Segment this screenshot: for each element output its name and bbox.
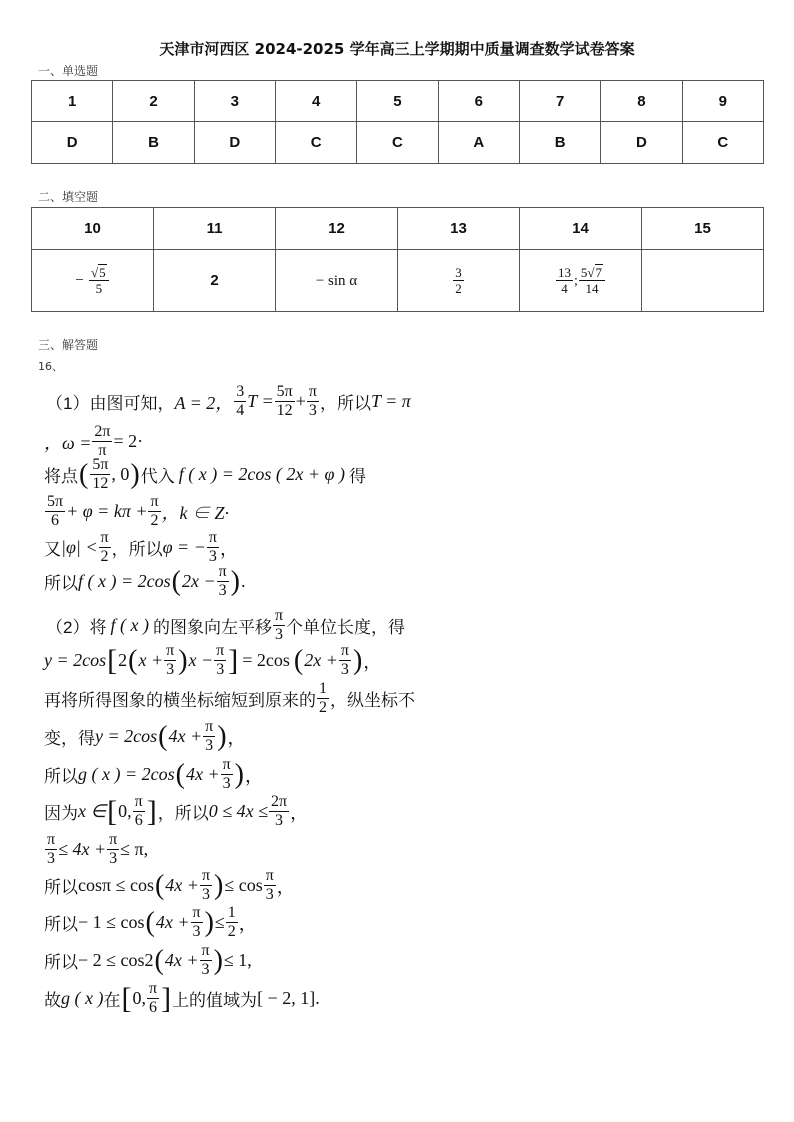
table-row [32, 122, 764, 164]
paren: ) [217, 720, 227, 752]
math: − 1 ≤ cos [78, 912, 145, 932]
coefficient: 5 [580, 265, 588, 280]
solution-line [44, 681, 415, 716]
text: 所以 [44, 878, 78, 897]
fill-blank-answer-table [31, 207, 764, 312]
text: （2）将 [46, 618, 107, 637]
math: = 2· [113, 431, 144, 451]
fraction [99, 530, 111, 565]
numerator: 2π [94, 423, 111, 440]
numerator: 5π [47, 493, 64, 510]
fraction [89, 266, 109, 295]
solution-line [44, 719, 246, 754]
fraction [234, 384, 246, 419]
math: + φ = kπ + [66, 501, 148, 521]
denominator: 3 [216, 661, 225, 678]
answer-cell-13 [398, 250, 520, 312]
denominator: π [98, 442, 107, 459]
numerator: π [274, 607, 284, 624]
paren: ( [175, 758, 185, 790]
denominator: 3 [205, 737, 214, 754]
numerator: π [166, 642, 175, 659]
denominator: 3 [222, 775, 231, 792]
denominator: 3 [109, 850, 118, 867]
math: ，k ∈ Z· [161, 502, 230, 523]
math: ， [363, 651, 382, 672]
denominator: 4 [236, 402, 245, 419]
numerator: √5 [89, 266, 109, 281]
denominator: 3 [47, 850, 56, 867]
answer-cell-14 [520, 250, 642, 312]
solution-line [44, 868, 295, 903]
numerator: 3 [455, 265, 462, 280]
numerator: π [216, 642, 225, 659]
math: f ( x ) = 2cos [78, 571, 171, 591]
numerator: π [218, 563, 227, 580]
question-number: 15 [642, 208, 764, 250]
fraction [226, 905, 238, 940]
math: 0, [132, 988, 146, 1008]
fraction [273, 608, 285, 643]
solution-line [44, 981, 320, 1016]
denominator: 2 [100, 548, 109, 565]
denominator: 2 [455, 281, 462, 296]
fraction [200, 943, 212, 978]
text: 再将所得图象的横坐标缩短到原来的 [44, 691, 316, 710]
question-number: 2 [113, 81, 194, 122]
math: 4x + [155, 912, 190, 932]
math: 2x + [304, 650, 338, 670]
text: 上的值域为 [172, 991, 258, 1010]
numerator: π [265, 867, 274, 884]
paren: ) [352, 644, 363, 676]
paren: ( [158, 720, 168, 752]
fraction [45, 832, 57, 867]
solution-line [44, 643, 381, 678]
math: . [241, 571, 246, 591]
fraction [214, 643, 226, 678]
math: 4x + [168, 726, 203, 746]
section-solution-label: 三、解答题 [38, 338, 99, 352]
answer-cell: C [357, 122, 438, 164]
fraction [317, 681, 329, 716]
text: 在 [103, 991, 121, 1010]
fraction [92, 424, 112, 459]
math: |φ| < [61, 537, 98, 557]
text: 所以 [44, 953, 78, 972]
math: ≤ cos [224, 875, 263, 895]
text: 得 [348, 467, 366, 486]
math: 4x + [164, 950, 199, 970]
math: ≤ 4x + [58, 839, 107, 859]
question-number: 3 [194, 81, 275, 122]
section-single-choice-label: 一、单选题 [38, 64, 99, 78]
math: g ( x ) = 2cos [78, 764, 175, 784]
math: ，ω = [44, 432, 92, 453]
numerator: π [205, 718, 214, 735]
math: 2x − [181, 571, 216, 591]
math: A = 2， [174, 392, 234, 413]
text: 所以 [44, 767, 78, 786]
math: = 2cos [242, 650, 290, 670]
fraction [453, 266, 464, 295]
denominator: 3 [166, 661, 175, 678]
math: [ − 2, 1]. [257, 988, 320, 1008]
denominator: 3 [265, 886, 274, 903]
denominator: 14 [585, 281, 599, 296]
numerator: π [208, 529, 217, 546]
math: , 0 [111, 464, 130, 484]
question-number: 5 [357, 81, 438, 122]
question-number: 4 [275, 81, 356, 122]
paren: ( [154, 944, 164, 976]
paren: ( [154, 869, 165, 901]
single-choice-answer-table [31, 80, 764, 164]
text: 变，得 [44, 729, 95, 748]
numerator: π [148, 980, 158, 997]
answer-cell-10 [32, 250, 154, 312]
table-row [32, 250, 764, 312]
paren: ( [293, 644, 304, 676]
math: x ∈ [78, 801, 107, 821]
denominator: 3 [192, 923, 201, 940]
math: − 2 ≤ cos2 [78, 950, 154, 970]
solution-line [44, 757, 263, 792]
denominator: 2 [150, 512, 159, 529]
denominator: 2 [319, 699, 327, 716]
fraction [556, 266, 573, 295]
radicand: 7 [595, 265, 603, 280]
math: ， [227, 727, 246, 748]
text: ，所以 [157, 804, 209, 823]
answer-cell: D [601, 122, 682, 164]
denominator: 12 [92, 475, 109, 492]
paren: ) [178, 644, 188, 676]
math: T = π [370, 391, 411, 411]
answer-cell: C [682, 122, 763, 164]
numerator: π [222, 756, 231, 773]
numerator: π [308, 383, 317, 400]
answer-cell-12 [276, 250, 398, 312]
question-number: 6 [438, 81, 519, 122]
text: 又 [44, 540, 61, 559]
answer-cell: C [275, 122, 356, 164]
math: ≤ [214, 912, 225, 932]
text: 所以 [44, 915, 78, 934]
question-number: 12 [276, 208, 398, 250]
paren: ( [79, 458, 89, 490]
answer-cell-11: 2 [154, 250, 276, 312]
math: y = 2cos [95, 726, 158, 746]
separator: ; [573, 273, 578, 289]
math: + [295, 391, 306, 411]
solution-line [46, 608, 405, 643]
math: f ( x ) [110, 615, 149, 635]
denominator: 3 [201, 961, 210, 978]
fraction [148, 494, 160, 529]
numerator: 2π [271, 793, 288, 810]
paren: ) [214, 869, 224, 901]
numerator: 5π [92, 456, 109, 473]
question-number: 8 [601, 81, 682, 122]
denominator: 3 [208, 548, 217, 565]
text: ，所以 [319, 394, 371, 413]
minus-sign: − [75, 272, 84, 289]
bracket: ] [161, 981, 172, 1015]
numerator: π [201, 942, 210, 959]
fraction [147, 981, 159, 1016]
paren: ) [213, 944, 223, 976]
solution-line [46, 384, 411, 419]
fraction [221, 757, 233, 792]
bracket: [ [107, 794, 118, 828]
numerator: π [100, 529, 109, 546]
numerator: π [47, 831, 56, 848]
fraction [203, 719, 215, 754]
question-number: 1 [32, 81, 113, 122]
problem-number: 16、 [38, 360, 63, 373]
text: ，纵坐标不 [330, 691, 415, 710]
text: 的图象向左平移 [152, 618, 272, 637]
denominator: 4 [561, 281, 568, 296]
math: φ = − [162, 537, 206, 557]
math: ， [290, 802, 309, 823]
numerator: 1 [319, 680, 327, 697]
numerator: π [340, 642, 349, 659]
math: ， [238, 913, 257, 934]
fraction [579, 266, 605, 295]
solution-line [44, 530, 238, 565]
answer-cell: D [32, 122, 113, 164]
math: 0 ≤ 4x ≤ [208, 801, 268, 821]
numerator: 13 [557, 265, 571, 280]
text: 所以 [44, 574, 78, 593]
answer-cell: B [113, 122, 194, 164]
question-number: 9 [682, 81, 763, 122]
denominator: 3 [275, 812, 284, 829]
fraction [275, 384, 295, 419]
denominator: 6 [134, 812, 143, 829]
answer-cell-15 [642, 250, 764, 312]
paren: ) [230, 565, 240, 597]
paren: ) [204, 906, 214, 938]
numerator: π [109, 831, 118, 848]
fraction [264, 868, 276, 903]
bracket: [ [107, 643, 118, 677]
paren: ) [130, 458, 140, 490]
denominator: 3 [201, 886, 210, 903]
numerator: 5π [276, 383, 293, 400]
text: 将点 [44, 467, 78, 486]
fraction [90, 457, 110, 492]
math: 4x + [185, 764, 220, 784]
math: g ( x ) [61, 988, 104, 1008]
solution-line [44, 424, 143, 459]
text: ，所以 [111, 540, 163, 559]
fraction [164, 643, 176, 678]
text: 个单位长度，得 [286, 618, 406, 637]
math: y = 2cos [44, 650, 107, 670]
denominator: 3 [308, 402, 317, 419]
solution-line [44, 457, 366, 492]
bracket: [ [121, 981, 132, 1015]
fraction [269, 794, 289, 829]
answer-cell: B [519, 122, 600, 164]
fraction [45, 494, 65, 529]
solution-line [44, 564, 246, 599]
math: 2 [118, 650, 128, 670]
answer-cell: D [194, 122, 275, 164]
denominator: 3 [274, 626, 283, 643]
math: ≤ π, [120, 839, 149, 859]
numerator: 3 [236, 383, 245, 400]
text: 代入 [140, 467, 175, 486]
math: T = [247, 391, 274, 411]
page-title: 天津市河西区 2024-2025 学年高三上学期期中质量调查数学试卷答案 [159, 40, 635, 58]
question-number: 11 [154, 208, 276, 250]
question-number: 7 [519, 81, 600, 122]
paren: ) [234, 758, 244, 790]
text: 因为 [44, 804, 78, 823]
table-row [32, 208, 764, 250]
solution-line [44, 905, 257, 940]
numerator: π [192, 904, 201, 921]
text: 故 [44, 991, 61, 1010]
fraction [339, 643, 351, 678]
bracket: ] [228, 643, 239, 677]
math: ， [219, 538, 238, 559]
numerator: π [201, 867, 211, 884]
math: x − [188, 650, 214, 670]
fraction [133, 794, 145, 829]
denominator: 3 [340, 661, 349, 678]
question-number: 13 [398, 208, 520, 250]
fraction [107, 832, 119, 867]
paren: ( [171, 565, 181, 597]
section-fill-blank-label: 二、填空题 [38, 190, 99, 204]
denominator: 3 [218, 582, 227, 599]
denominator: 6 [51, 512, 60, 529]
numerator: 5√7 [579, 266, 605, 281]
denominator: 6 [149, 999, 158, 1016]
math: 0, [118, 801, 132, 821]
math: cosπ ≤ cos [78, 875, 154, 895]
math: ， [276, 876, 295, 897]
fraction [217, 564, 229, 599]
math: f ( x ) = 2cos ( 2x + φ ) [178, 464, 345, 484]
table-row [32, 81, 764, 122]
denominator: 2 [227, 923, 236, 940]
fraction [200, 868, 212, 903]
math: 4x + [165, 875, 199, 895]
denominator: 5 [95, 281, 103, 296]
math: ≤ 1, [223, 950, 252, 970]
paren: ( [128, 644, 138, 676]
math: ， [245, 765, 263, 786]
numerator: 1 [227, 904, 236, 921]
numerator: π [150, 493, 159, 510]
denominator: 12 [276, 402, 293, 419]
question-number: 10 [32, 208, 154, 250]
solution-line [44, 494, 229, 529]
solution-line [44, 943, 252, 978]
text: （1）由图可知， [46, 394, 175, 413]
math: x + [138, 650, 164, 670]
paren: ( [145, 906, 155, 938]
solution-line [44, 794, 308, 829]
radicand: 5 [99, 265, 106, 280]
numerator: π [134, 793, 143, 810]
fraction [307, 384, 319, 419]
answer-text: − sin α [315, 272, 358, 289]
answer-cell: A [438, 122, 519, 164]
fraction [207, 530, 219, 565]
solution-line [44, 832, 148, 867]
bracket: ] [146, 794, 157, 828]
question-number: 14 [520, 208, 642, 250]
fraction [191, 905, 203, 940]
